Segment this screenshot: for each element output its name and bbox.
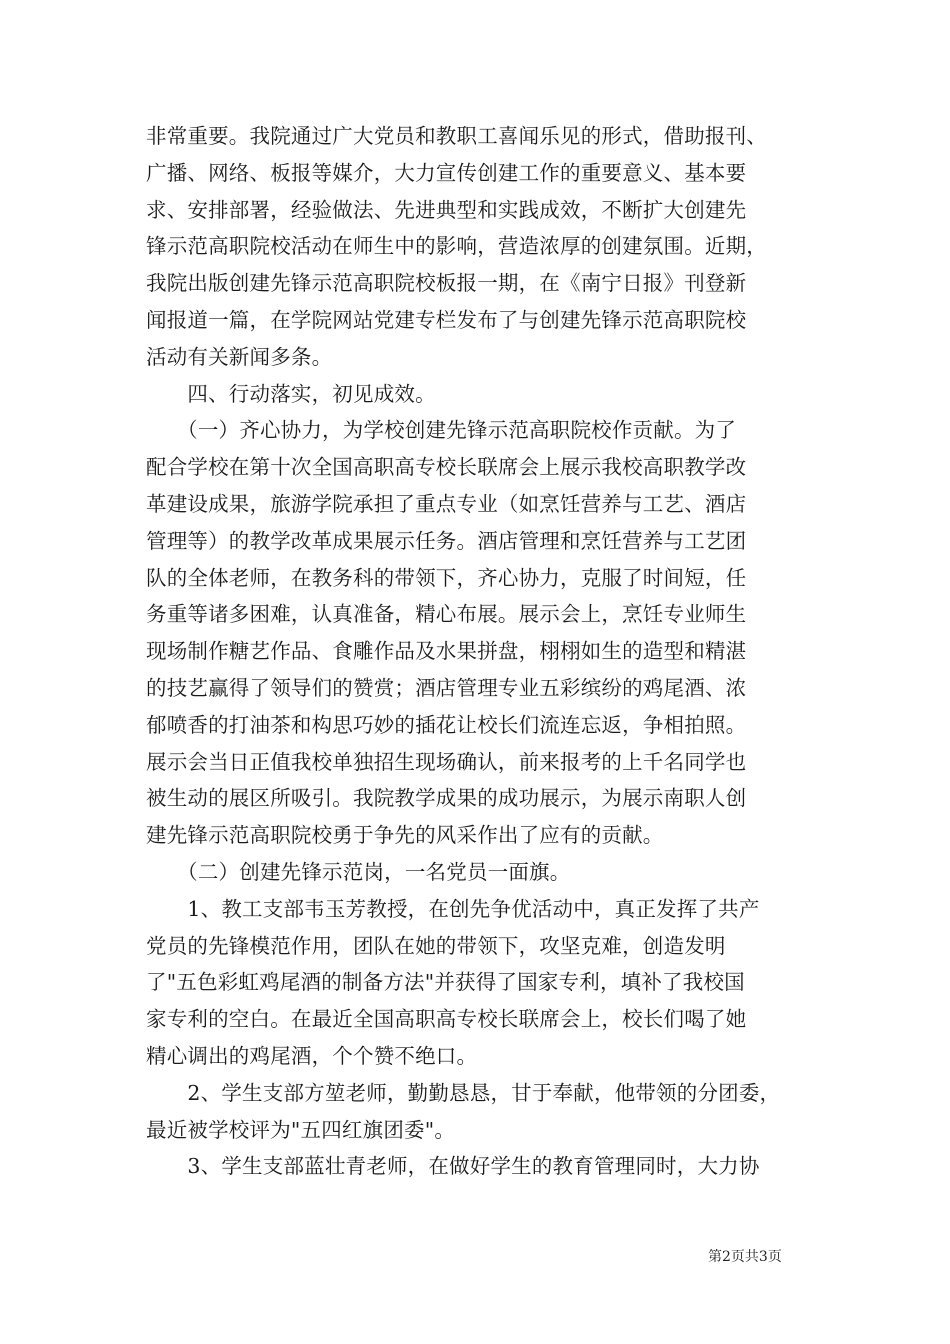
section-heading: 四、行动落实，初见成效。 bbox=[146, 381, 436, 406]
text-line: 管理等）的教学改革成果展示任务。酒店管理和烹饪营养与工艺团 bbox=[146, 528, 747, 553]
subsection-heading: （一）齐心协力，为学校创建先锋示范高职院校作贡献。为了 bbox=[146, 418, 737, 443]
text-line: 配合学校在第十次全国高职高专校长联席会上展示我校高职教学改 bbox=[146, 455, 747, 480]
text-line: 最近被学校评为"五四红旗团委"。 bbox=[146, 1117, 456, 1142]
text-line: 锋示范高职院校活动在师生中的影响，营造浓厚的创建氛围。近期， bbox=[146, 234, 767, 259]
subsection-heading: （二）创建先锋示范岗，一名党员一面旗。 bbox=[146, 859, 571, 884]
page-number: 第2页共3页 bbox=[708, 1249, 782, 1265]
text-line: 闻报道一篇，在学院网站党建专栏发布了与创建先锋示范高职院校 bbox=[146, 307, 747, 332]
text-line: 务重等诸多困难，认真准备，精心布展。展示会上，烹饪专业师生 bbox=[146, 602, 747, 627]
text-line: 的技艺赢得了领导们的赞赏；酒店管理专业五彩缤纷的鸡尾酒、浓 bbox=[146, 675, 747, 700]
text-line: 革建设成果，旅游学院承担了重点专业（如烹饪营养与工艺、酒店 bbox=[146, 491, 747, 516]
text-line: 展示会当日正值我校单独招生现场确认，前来报考的上千名同学也 bbox=[146, 749, 747, 774]
document-body bbox=[146, 118, 806, 1185]
text-line: 建先锋示范高职院校勇于争先的风采作出了应有的贡献。 bbox=[146, 823, 664, 848]
text-line: 我院出版创建先锋示范高职院校板报一期，在《南宁日报》刊登新 bbox=[146, 271, 747, 296]
list-item-2: 2、学生支部方堃老师，勤勤恳恳，甘于奉献，他带领的分团委， bbox=[146, 1080, 781, 1105]
text-line: 郁喷香的打油茶和构思巧妙的插花让校长们流连忘返，争相拍照。 bbox=[146, 712, 747, 737]
text-line: 队的全体老师，在教务科的带领下，齐心协力，克服了时间短，任 bbox=[146, 565, 747, 590]
text-line: 求、安排部署，经验做法、先进典型和实践成效，不断扩大创建先 bbox=[146, 197, 747, 222]
text-line: 家专利的空白。在最近全国高职高专校长联席会上，校长们喝了她 bbox=[146, 1007, 747, 1032]
text-line: 了"五色彩虹鸡尾酒的制备方法"并获得了国家专利，填补了我校国 bbox=[146, 970, 745, 995]
text-line: 活动有关新闻多条。 bbox=[146, 344, 333, 369]
text-line: 党员的先锋模范作用，团队在她的带领下，攻坚克难，创造发明 bbox=[146, 933, 726, 958]
text-line: 广播、网络、板报等媒介，大力宣传创建工作的重要意义、基本要 bbox=[146, 160, 747, 185]
text-line: 精心调出的鸡尾酒，个个赞不绝口。 bbox=[146, 1043, 478, 1068]
list-item-3: 3、学生支部蓝壮青老师，在做好学生的教育管理同时，大力协 bbox=[146, 1154, 760, 1179]
text-line: 被生动的展区所吸引。我院教学成果的成功展示，为展示南职人创 bbox=[146, 786, 747, 811]
text-line: 非常重要。我院通过广大党员和教职工喜闻乐见的形式，借助报刊、 bbox=[146, 124, 767, 148]
text-line: 现场制作糖艺作品、食雕作品及水果拼盘，栩栩如生的造型和精湛 bbox=[146, 639, 747, 664]
list-item-1: 1、教工支部韦玉芳教授，在创先争优活动中，真正发挥了共产 bbox=[146, 896, 760, 921]
